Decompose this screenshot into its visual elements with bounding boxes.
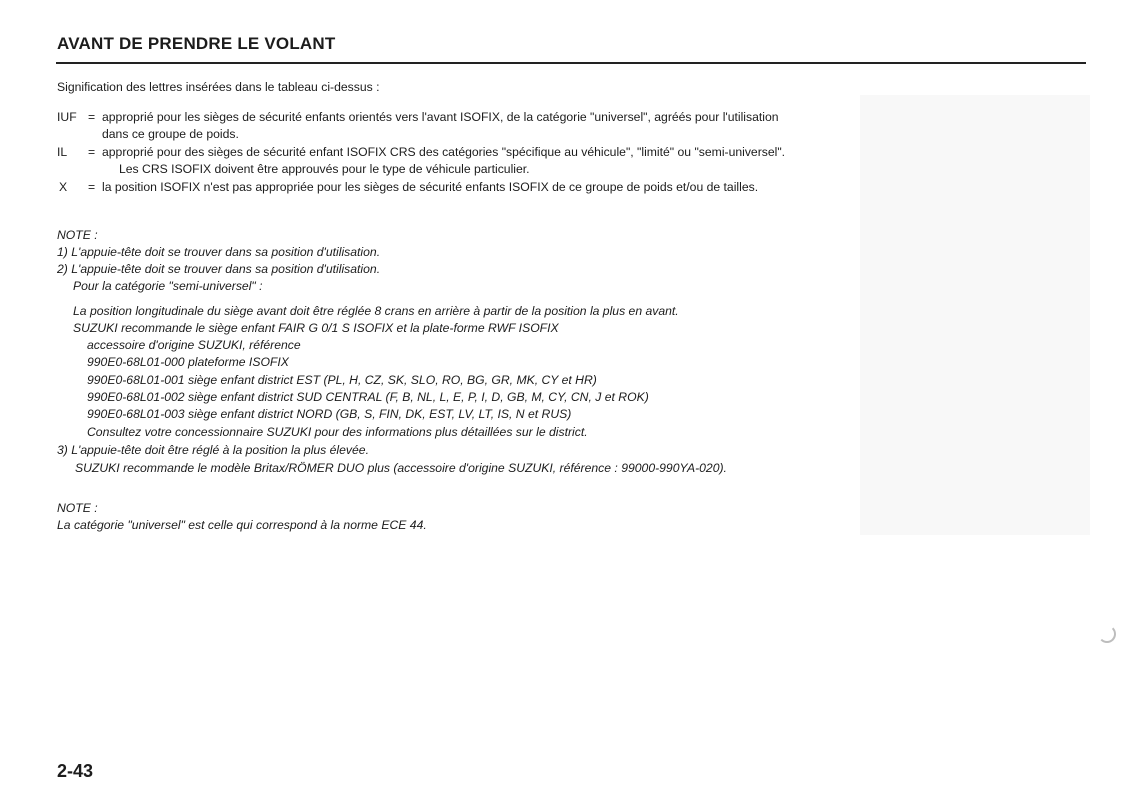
bleed-through-shade <box>860 95 1090 535</box>
definition-text: Les CRS ISOFIX doivent être approuvés pour le type de véhicule particulier. <box>119 162 530 176</box>
note-text: La catégorie "universel" est celle qui correspond à la norme ECE 44. <box>57 518 427 532</box>
note-line: 3) L'appuie-tête doit être réglé à la position la plus élevée. <box>57 443 369 457</box>
note-line: La position longitudinale du siège avant doit être réglée 8 crans en arrière à partir de la position la plus en avant. <box>73 304 679 318</box>
note-line: Consultez votre concessionnaire SUZUKI pour des informations plus détaillées sur le district. <box>87 425 588 439</box>
note-line: 990E0-68L01-003 siège enfant district NORD (GB, S, FIN, DK, EST, LV, LT, IS, N et RUS) <box>87 407 572 421</box>
equals-sign: = <box>88 145 96 159</box>
note-line: accessoire d'origine SUZUKI, référence <box>87 338 301 352</box>
equals-sign: = <box>88 110 96 124</box>
title-rule <box>56 62 1086 64</box>
definition-text: approprié pour des sièges de sécurité enfant ISOFIX CRS des catégories "spécifique au véhicule", "limité" ou "semi-universel". <box>102 145 786 159</box>
note-line: SUZUKI recommande le siège enfant FAIR G 0/1 S ISOFIX et la plate-forme RWF ISOFIX <box>73 321 559 335</box>
definition-text: dans ce groupe de poids. <box>102 127 239 141</box>
equals-sign: = <box>88 180 96 194</box>
note-line: SUZUKI recommande le modèle Britax/RÖMER DUO plus (accessoire d'origine SUZUKI, référence : 99000-990YA-020). <box>75 461 727 475</box>
intro-text: Signification des lettres insérées dans le tableau ci-dessus : <box>57 80 380 94</box>
definition-code: IUF <box>57 110 77 124</box>
definition-text: la position ISOFIX n'est pas appropriée pour les sièges de sécurité enfants ISOFIX de ce groupe de poids et/ou de tailles. <box>102 180 759 194</box>
note-heading: NOTE : <box>57 228 98 242</box>
scan-artifact <box>1098 625 1116 643</box>
note-line: 990E0-68L01-001 siège enfant district EST (PL, H, CZ, SK, SLO, RO, BG, GR, MK, CY et HR) <box>87 373 597 387</box>
page-title: AVANT DE PRENDRE LE VOLANT <box>57 34 336 53</box>
note-line: 1) L'appuie-tête doit se trouver dans sa position d'utilisation. <box>57 245 381 259</box>
note-heading: NOTE : <box>57 501 98 515</box>
definition-code: IL <box>57 145 68 159</box>
note-line: Pour la catégorie "semi-universel" : <box>73 279 263 293</box>
page-number: 2-43 <box>57 761 94 781</box>
note-line: 990E0-68L01-000 plateforme ISOFIX <box>87 355 289 369</box>
note-line: 2) L'appuie-tête doit se trouver dans sa position d'utilisation. <box>57 262 381 276</box>
definition-code: X <box>59 180 68 194</box>
definition-text: approprié pour les sièges de sécurité enfants orientés vers l'avant ISOFIX, de la catégorie "universel", agréés pour l'utilisation <box>102 110 779 124</box>
note-line: 990E0-68L01-002 siège enfant district SUD CENTRAL (F, B, NL, L, E, P, I, D, GB, M, CY, CN, J et ROK) <box>87 390 649 404</box>
